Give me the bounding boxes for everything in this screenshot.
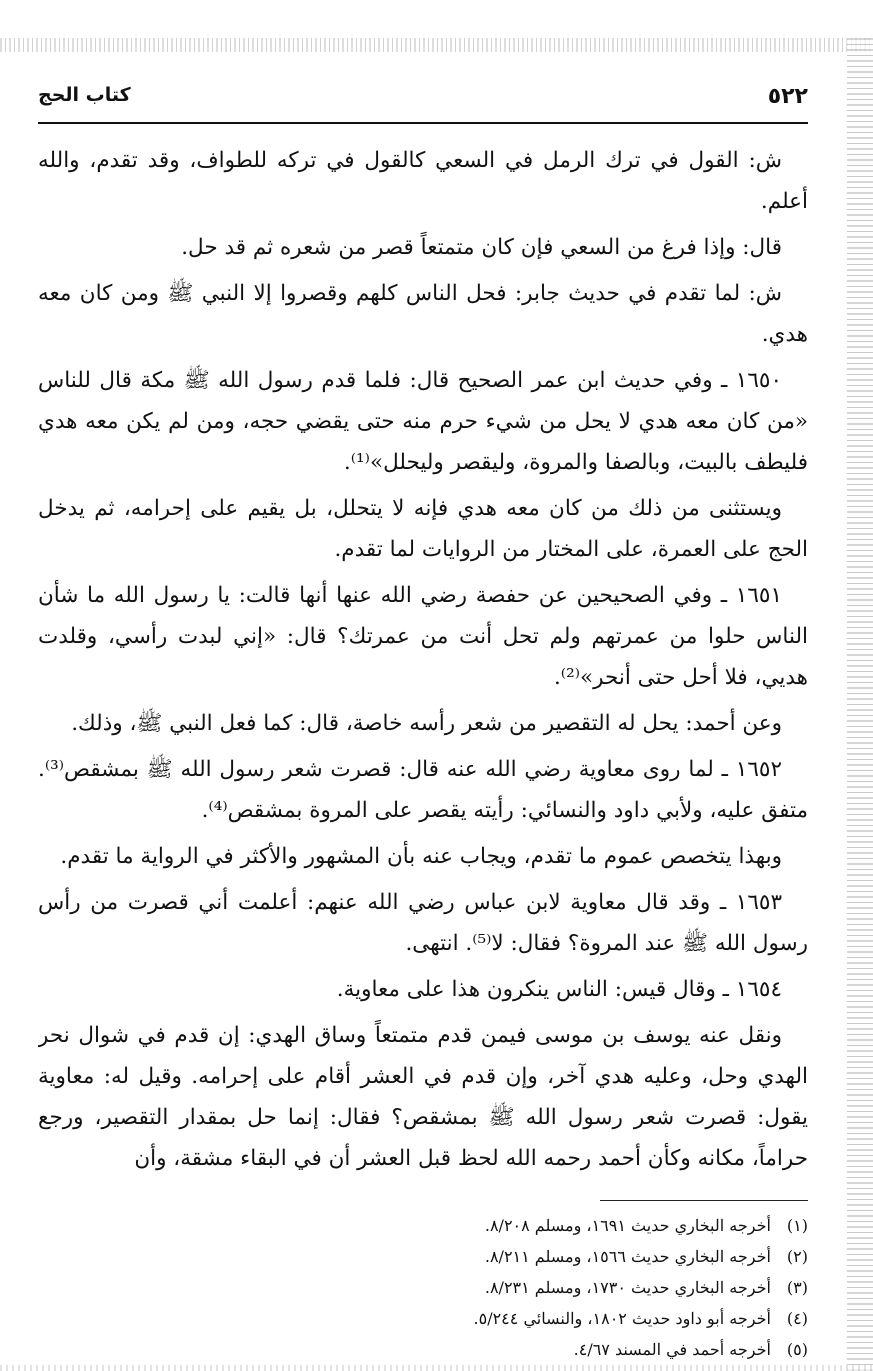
- paragraph: وبهذا يتخصص عموم ما تقدم، ويجاب عنه بأن المشهور والأكثر في الرواية ما تقدم.: [60, 844, 782, 869]
- paragraph: قال: وإذا فرغ من السعي فإن كان متمتعاً قصر من شعره ثم قد حل.: [181, 235, 782, 260]
- footnote: [300, 1334, 808, 1365]
- footnote: [300, 1303, 808, 1334]
- paragraph: ونقل عنه يوسف بن موسى فيمن قدم متمتعاً وساق الهدي: إن قدم في شوال نحر الهدي وحل، وعليه هدي آخر، وإن قدم في العشر أقام على إحرامه. وقيل له: معاوية يقول: قصرت شعر رسول الله ﷺ بمشقص؟ فقال: إنما حل بمقدار التقصير، ورجع حراماً، مكانه وكأن أحمد رحمه الله لحظ قبل العشر أن في البقاء مشقة، وأن: [38, 1023, 808, 1171]
- paragraph: ١٦٥٠ ـ وفي حديث ابن عمر الصحيح قال: فلما قدم رسول الله ﷺ مكة قال للناس «من كان معه هدي لا يحل من شيء حرم منه حتى يقضي حجه، ومن لم يكن معه هدي فليطف بالبيت، وبالصفا والمروة، وليقصر وليحلل»⁽¹⁾.: [38, 368, 808, 475]
- paragraph: ١٦٥٤ ـ وقال قيس: الناس ينكرون هذا على معاوية.: [336, 977, 782, 1002]
- footnote: [300, 1241, 808, 1272]
- footnote-number: (١): [786, 1216, 808, 1235]
- running-title: كتاب الحج: [38, 84, 131, 106]
- footnote-text: أخرجه البخاري حديث ١٦٩١، ومسلم ٨/٢٠٨.: [484, 1216, 771, 1235]
- paragraph: ويستثنى من ذلك من كان معه هدي فإنه لا يتحلل، بل يقيم على إحرامه، ثم يدخل الحج على العمرة، على المختار من الروايات لما تقدم.: [38, 496, 808, 562]
- footnote-text: أخرجه البخاري حديث ١٧٣٠، ومسلم ٨/٢٣١.: [484, 1278, 771, 1297]
- footnotes: [300, 1210, 808, 1365]
- footnote-number: (٥): [786, 1340, 808, 1359]
- paragraph: ش: لما تقدم في حديث جابر: فحل الناس كلهم وقصروا إلا النبي ﷺ ومن كان معه هدي.: [38, 281, 808, 347]
- scan-border-right: [847, 38, 873, 1371]
- scan-border-bottom: [0, 1365, 873, 1371]
- page-number: ٥٢٢: [767, 84, 808, 109]
- footnote-separator: [600, 1200, 808, 1201]
- page-header: [38, 80, 808, 124]
- paragraph: وعن أحمد: يحل له التقصير من شعر رأسه خاصة، قال: كما فعل النبي ﷺ، وذلك.: [71, 711, 782, 736]
- paragraph: ١٦٥١ ـ وفي الصحيحين عن حفصة رضي الله عنها أنها قالت: يا رسول الله ما شأن الناس حلوا من عمرتهم ولم تحل أنت من عمرتك؟ قال: «إني لبدت رأسي، وقلدت هديي، فلا أحل حتى أنحر»⁽²⁾.: [38, 583, 808, 690]
- header-rule: [38, 122, 808, 124]
- footnote-text: أخرجه البخاري حديث ١٥٦٦، ومسلم ٨/٢١١.: [484, 1247, 771, 1266]
- paragraph: ١٦٥٣ ـ وقد قال معاوية لابن عباس رضي الله عنهم: أعلمت أني قصرت من رأس رسول الله ﷺ عند المروة؟ فقال: لا⁽⁵⁾. انتهى.: [38, 890, 808, 956]
- footnote-text: أخرجه أبو داود حديث ١٨٠٢، والنسائي ٥/٢٤٤.: [473, 1309, 771, 1328]
- main-text: [38, 140, 808, 1195]
- footnote-number: (٢): [786, 1247, 808, 1266]
- footnote: [300, 1272, 808, 1303]
- footnote-text: أخرجه أحمد في المسند ٤/٦٧.: [573, 1340, 771, 1359]
- footnote-number: (٣): [786, 1278, 808, 1297]
- footnote-number: (٤): [786, 1309, 808, 1328]
- paragraph: ١٦٥٢ ـ لما روى معاوية رضي الله عنه قال: قصرت شعر رسول الله ﷺ بمشقص⁽³⁾. متفق عليه، ولأبي داود والنسائي: رأيته يقصر على المروة بمشقص⁽⁴⁾.: [38, 757, 808, 823]
- scan-border-top: [0, 38, 873, 52]
- paragraph: ش: القول في ترك الرمل في السعي كالقول في تركه للطواف، وقد تقدم، والله أعلم.: [38, 148, 808, 214]
- footnote: [300, 1210, 808, 1241]
